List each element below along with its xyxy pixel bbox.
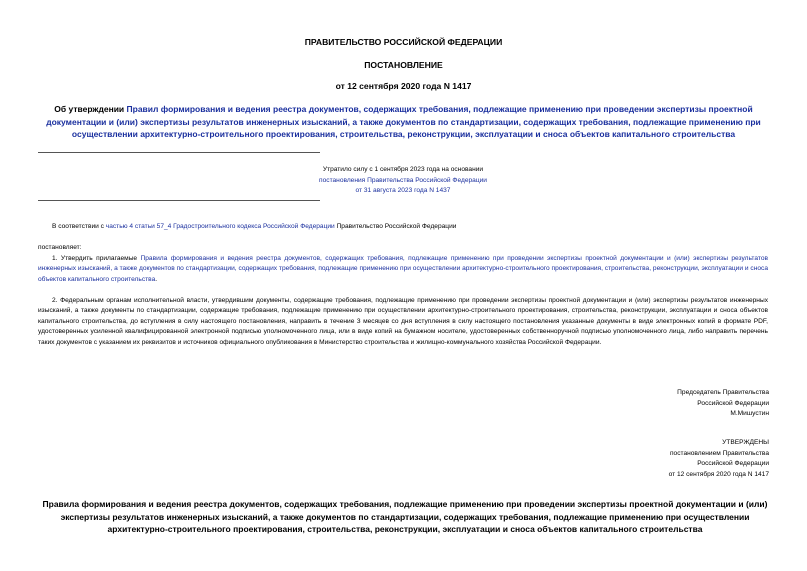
approval-heading: УТВЕРЖДЕНЫ: [722, 439, 769, 446]
status-note-decree-date-link[interactable]: от 31 августа 2023 года N 1437: [355, 187, 451, 194]
government-heading: ПРАВИТЕЛЬСТВО РОССИЙСКОЙ ФЕДЕРАЦИИ: [304, 37, 503, 47]
item-1-prefix: 1. Утвердить прилагаемые: [52, 255, 141, 262]
signature-title: Председатель Правительства: [677, 389, 769, 396]
document-date: от 12 сентября 2020 года N 1417: [335, 81, 472, 91]
item-1: [38, 254, 768, 285]
item-2: 2. Федеральным органам исполнительной власти, утвердившим документы, содержащие требования, подлежащие применению при проведении экспертизы проектной документации и (или) экспертизы результатов инженерных изысканий, а также документы по стандартизации, содержащие требования, подлежащие применению при осуществлении архитектурно-строительного проектирования, строительства, реконструкции, эксплуатации и сноса объектов капитального строительства, до вступления в силу настоящего постановления, направить в течение 3 месяцев со дня вступления в силу настоящего постановления указанные документы в виде электронных копий в формате PDF, удостоверенных усиленной квалифицированной электронной подписью уполномоченного лица, или в виде копий на бумажном носителе, удостоверенных собственноручной подписью уполномоченного лица, либо направить перечень таких документов с указанием их реквизитов и источников официального опубликования в Министерство строительства и жилищно-коммунального хозяйства Российской Федерации.: [38, 297, 768, 346]
decree-word: постановляет:: [38, 244, 82, 251]
approval-line-2: постановлением Правительства: [669, 449, 769, 457]
rules-title: Правила формирования и ведения реестра документов, содержащих требования, подлежащие применению при проведении экспертизы проектной документации и (или) экспертизы результатов инженерных изысканий, а также документов по стандартизации, содержащих требования, подлежащие применению при осуществлении архитектурно-строительного проектирования, строительства, реконструкции, эксплуатации и сноса объектов капитального строительства: [42, 499, 768, 535]
status-note-decree-link[interactable]: постановления Правительства Российской Федерации: [319, 176, 487, 184]
title-prefix: Об утверждении: [54, 104, 127, 114]
separator-line-top: [38, 152, 320, 153]
approval-block: [549, 438, 769, 480]
preamble-suffix: Правительство Российской Федерации: [334, 223, 457, 230]
signature-name: М.Мишустин: [730, 410, 769, 417]
item-1-rules-link[interactable]: Правила формирования и ведения реестра документов, содержащих требования, подлежащие применению при проведении экспертизы проектной документации и (или) экспертизы результатов инженерных изысканий, а также документов по стандартизации, содержащих требования, подлежащие применению при осуществлении архитектурно-строительного проектирования, строительства, реконструкции, эксплуатации и сноса объектов капитального строительства: [38, 255, 768, 283]
signature-block: [549, 388, 769, 420]
title-rules-link[interactable]: Правил формирования и ведения реестра документов, содержащих требования, подлежащие применению при проведении экспертизы проектной документации и (или) экспертизы результатов инженерных изысканий, а также документов по стандартизации, содержащих требования, подлежащие применению при осуществлении архитектурно-строительного проектирования, строительства, реконструкции, эксплуатации и сноса объектов капитального строительства: [46, 104, 761, 139]
preamble: [38, 222, 768, 232]
signature-country: Российской Федерации: [697, 399, 769, 407]
document-title: [30, 103, 777, 141]
preamble-prefix: В соответствии с: [52, 223, 106, 230]
status-note: [278, 165, 528, 197]
approval-date: от 12 сентября 2020 года N 1417: [668, 470, 769, 478]
separator-line-bottom: [38, 200, 320, 201]
status-note-line: Утратило силу с 1 сентября 2023 года на основании: [322, 166, 484, 173]
preamble-code-link[interactable]: частью 4 статьи 57_4 Градостроительного кодекса Российской Федерации: [105, 223, 335, 230]
document-type-heading: ПОСТАНОВЛЕНИЕ: [364, 60, 443, 70]
approval-line-3: Российской Федерации: [697, 460, 769, 467]
item-1-suffix: .: [155, 275, 158, 283]
